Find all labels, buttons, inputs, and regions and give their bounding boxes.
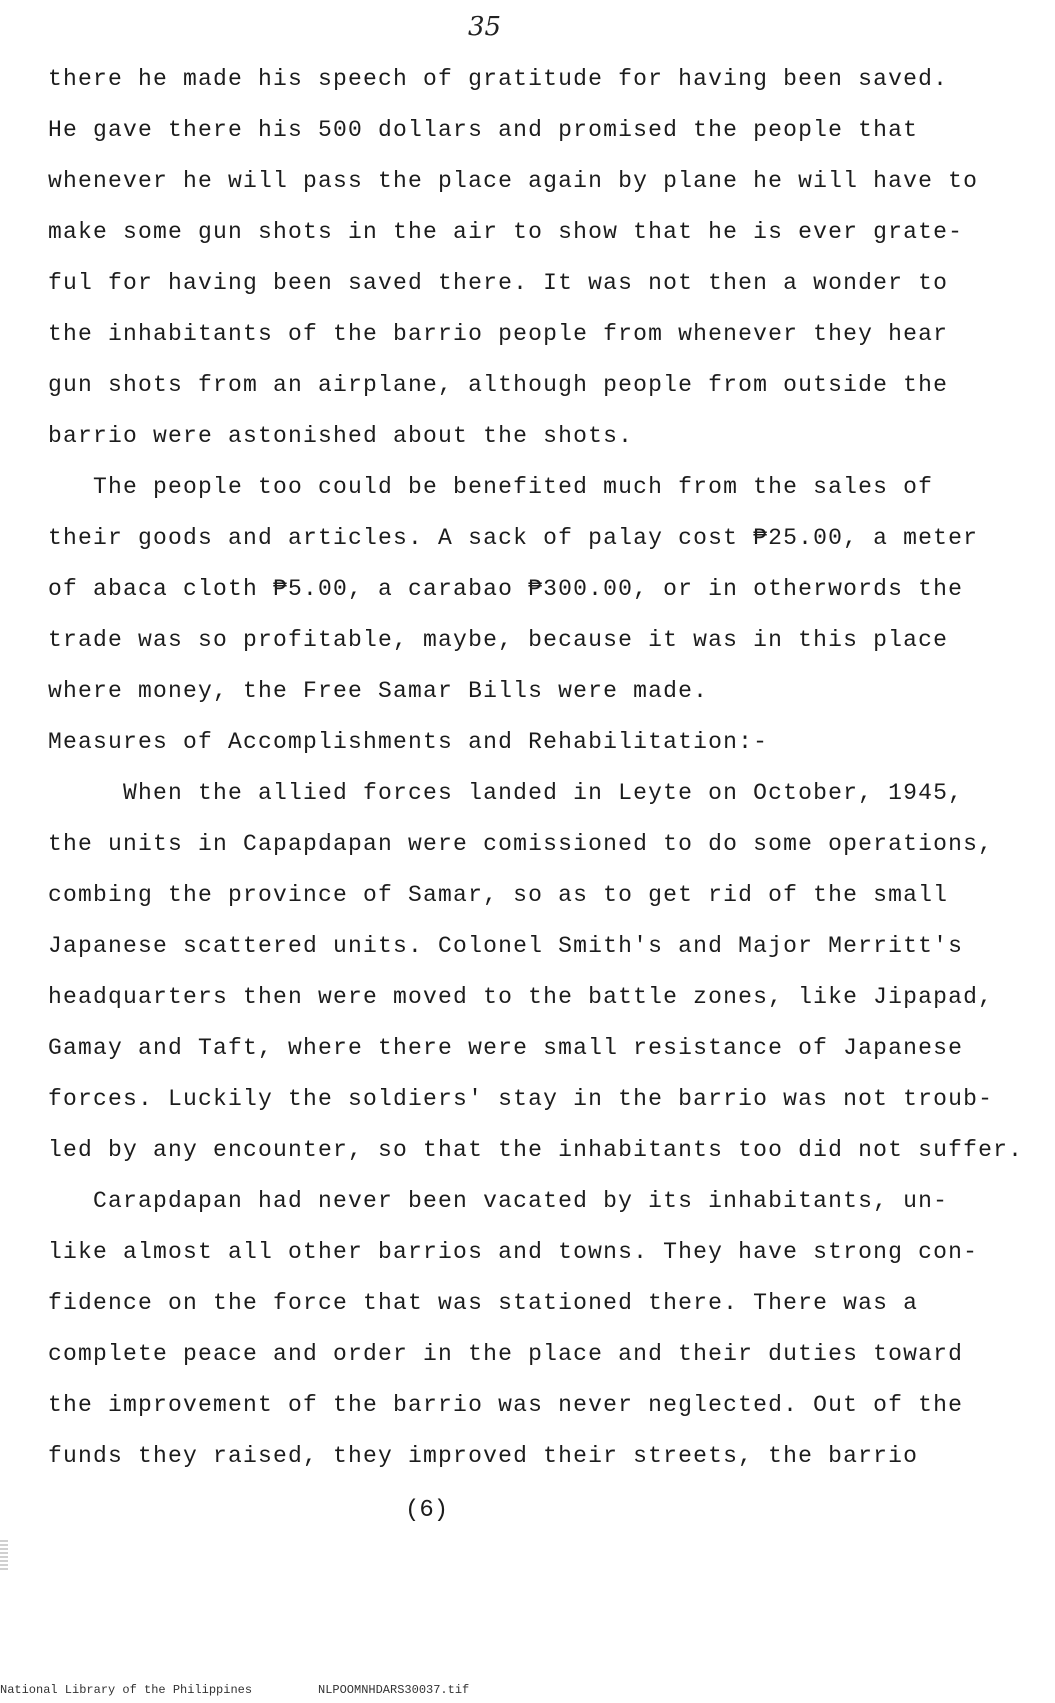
text-line: where money, the Free Samar Bills were made. [48, 678, 709, 704]
library-credit: National Library of the Philippines [0, 1683, 253, 1697]
text-line: the units in Capapdapan were comissioned to do some operations, [48, 831, 994, 857]
scan-artifact [0, 1540, 8, 1570]
page-number: (6) [405, 1497, 449, 1524]
text-line: Carapdapan had never been vacated by its inhabitants, un- [48, 1188, 949, 1214]
text-line: trade was so profitable, maybe, because it was in this place [48, 627, 949, 653]
text-line: Japanese scattered units. Colonel Smith's and Major Merritt's [48, 933, 964, 959]
text-line: of abaca cloth ₱5.00, a carabao ₱300.00, or in otherwords the [48, 576, 964, 602]
text-line: gun shots from an airplane, although people from outside the [48, 372, 949, 398]
text-line: the improvement of the barrio was never neglected. Out of the [48, 1392, 964, 1418]
text-line: barrio were astonished about the shots. [48, 423, 634, 449]
text-line: there he made his speech of gratitude for having been saved. [48, 66, 949, 92]
text-line: fidence on the force that was stationed there. There was a [48, 1290, 919, 1316]
text-line: combing the province of Samar, so as to get rid of the small [48, 882, 949, 908]
text-line: the inhabitants of the barrio people from whenever they hear [48, 321, 949, 347]
text-line: their goods and articles. A sack of palay cost ₱25.00, a meter [48, 525, 979, 551]
source-filename: NLPOOMNHDARS30037.tif [318, 1683, 470, 1697]
text-line: funds they raised, they improved their streets, the barrio [48, 1443, 919, 1469]
text-line: The people too could be benefited much from the sales of [48, 474, 934, 500]
text-line: He gave there his 500 dollars and promised the people that [48, 117, 919, 143]
text-line: make some gun shots in the air to show that he is ever grate- [48, 219, 964, 245]
section-heading: Measures of Accomplishments and Rehabilitation:- [48, 729, 769, 755]
text-line: whenever he will pass the place again by plane he will have to [48, 168, 979, 194]
text-line: ful for having been saved there. It was not then a wonder to [48, 270, 949, 296]
text-line: headquarters then were moved to the battle zones, like Jipapad, [48, 984, 994, 1010]
text-line: Gamay and Taft, where there were small resistance of Japanese [48, 1035, 964, 1061]
text-line: led by any encounter, so that the inhabitants too did not suffer. [48, 1137, 1024, 1163]
text-line: forces. Luckily the soldiers' stay in the barrio was not troub- [48, 1086, 994, 1112]
text-line: When the allied forces landed in Leyte on October, 1945, [48, 780, 964, 806]
text-line: complete peace and order in the place and their duties toward [48, 1341, 964, 1367]
handwritten-page-number: 35 [468, 12, 502, 42]
text-line: like almost all other barrios and towns. They have strong con- [48, 1239, 979, 1265]
